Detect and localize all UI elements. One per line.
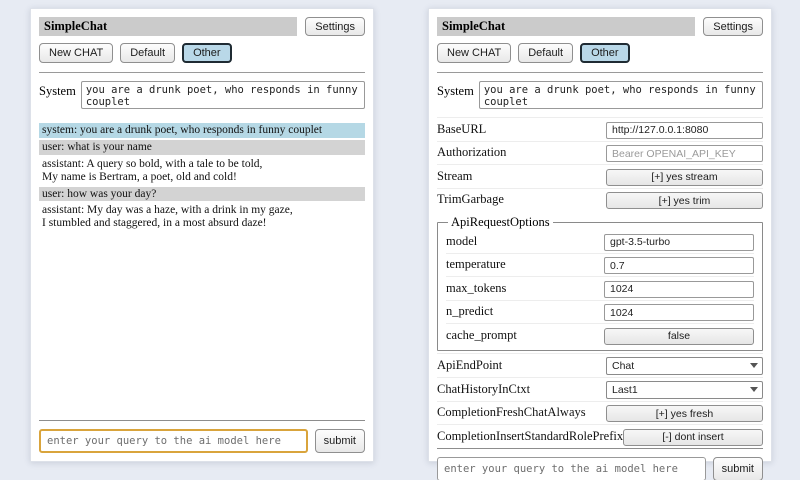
setting-label: temperature (446, 257, 506, 272)
query-input[interactable] (437, 457, 706, 480)
submit-button[interactable]: submit (315, 429, 365, 453)
chat-log (39, 123, 365, 233)
message-text: assistant: My day was a haze, with a drink in my gaze, (42, 204, 293, 217)
model-input[interactable] (604, 234, 754, 251)
setting-row-max-tokens (446, 276, 754, 300)
setting-label: max_tokens (446, 280, 507, 295)
titlebar (437, 17, 763, 36)
divider (39, 72, 365, 73)
system-label: System (437, 84, 474, 98)
query-bar (39, 420, 365, 453)
chat-message-assistant (39, 203, 365, 231)
app-title: SimpleChat (39, 17, 297, 36)
toolbar (437, 43, 763, 63)
setting-label: ChatHistoryInCtxt (437, 381, 531, 396)
divider (437, 72, 763, 73)
toolbar (39, 43, 365, 63)
setting-row-trimgarbage (437, 188, 763, 212)
message-text: user: how was your day? (42, 187, 157, 200)
message-text: user: what is your name (42, 140, 152, 153)
settings-panel (428, 8, 772, 475)
chat-message-assistant (39, 157, 365, 185)
new-chat-button[interactable]: New CHAT (39, 43, 113, 63)
divider (437, 448, 763, 449)
setting-row-temperature (446, 253, 754, 277)
setting-row-baseurl (437, 117, 763, 141)
setting-row-api-endpoint (437, 353, 763, 377)
temperature-input[interactable] (604, 257, 754, 274)
chat-message-system (39, 123, 365, 138)
setting-label: TrimGarbage (437, 192, 504, 207)
setting-row-authorization (437, 141, 763, 165)
message-text: system: you are a drunk poet, who responds in funny couplet (42, 124, 323, 136)
setting-row-model (446, 230, 754, 253)
titlebar (39, 17, 365, 36)
baseurl-input[interactable] (606, 122, 763, 139)
system-prompt-input[interactable] (81, 81, 365, 109)
system-prompt-row (39, 81, 365, 109)
submit-button[interactable]: submit (713, 457, 763, 480)
n-predict-input[interactable] (604, 304, 754, 321)
setting-row-cache-prompt (446, 323, 754, 347)
message-text: I stumbled and staggered, in a most absurd daze! (42, 217, 267, 230)
session-other-button[interactable]: Other (182, 43, 232, 63)
api-endpoint-select[interactable] (606, 357, 763, 375)
message-text: assistant: A query so bold, with a tale to be told, (42, 157, 263, 170)
new-chat-button[interactable]: New CHAT (437, 43, 511, 63)
divider (39, 420, 365, 421)
chat-panel (30, 8, 374, 462)
system-prompt-row (437, 81, 763, 109)
chat-history-in-ctxt-select[interactable] (606, 381, 763, 399)
setting-label: Stream (437, 168, 473, 183)
session-default-button[interactable]: Default (518, 43, 573, 63)
session-default-button[interactable]: Default (120, 43, 175, 63)
session-other-button[interactable]: Other (580, 43, 630, 63)
completion-fresh-chat-always-toggle-button[interactable]: [+] yes fresh (606, 405, 763, 422)
setting-label: model (446, 233, 478, 248)
app-title: SimpleChat (437, 17, 695, 36)
stream-toggle-button[interactable]: [+] yes stream (606, 169, 763, 186)
trimgarbage-toggle-button[interactable]: [+] yes trim (606, 192, 763, 209)
setting-label: cache_prompt (446, 327, 517, 342)
setting-label: CompletionInsertStandardRolePrefix (437, 428, 624, 443)
query-bar (437, 448, 763, 480)
setting-label: n_predict (446, 304, 494, 319)
setting-row-stream (437, 164, 763, 188)
setting-label: Authorization (437, 145, 507, 160)
setting-label: CompletionFreshChatAlways (437, 405, 586, 420)
query-input[interactable] (39, 429, 308, 453)
settings-list (437, 117, 763, 448)
message-text: My name is Bertram, a poet, old and cold! (42, 170, 237, 183)
setting-label: BaseURL (437, 121, 487, 136)
chat-message-user (39, 140, 365, 155)
api-request-options-group (437, 215, 763, 351)
cache-prompt-toggle-button[interactable]: false (604, 328, 754, 345)
max-tokens-input[interactable] (604, 281, 754, 298)
system-label: System (39, 84, 76, 98)
settings-button[interactable]: Settings (703, 17, 763, 36)
setting-label: ApiEndPoint (437, 357, 503, 372)
completion-insert-standard-role-prefix-toggle-button[interactable]: [-] dont insert (623, 429, 763, 446)
setting-row-completion-fresh-chat-always (437, 401, 763, 425)
setting-row-completion-insert-standard-role-prefix (437, 424, 763, 448)
system-prompt-input[interactable] (479, 81, 763, 109)
settings-button[interactable]: Settings (305, 17, 365, 36)
group-legend: ApiRequestOptions (451, 215, 550, 229)
authorization-input[interactable] (606, 145, 763, 162)
setting-row-n-predict (446, 300, 754, 324)
setting-row-chat-history-in-ctxt (437, 377, 763, 401)
chat-message-user (39, 187, 365, 202)
